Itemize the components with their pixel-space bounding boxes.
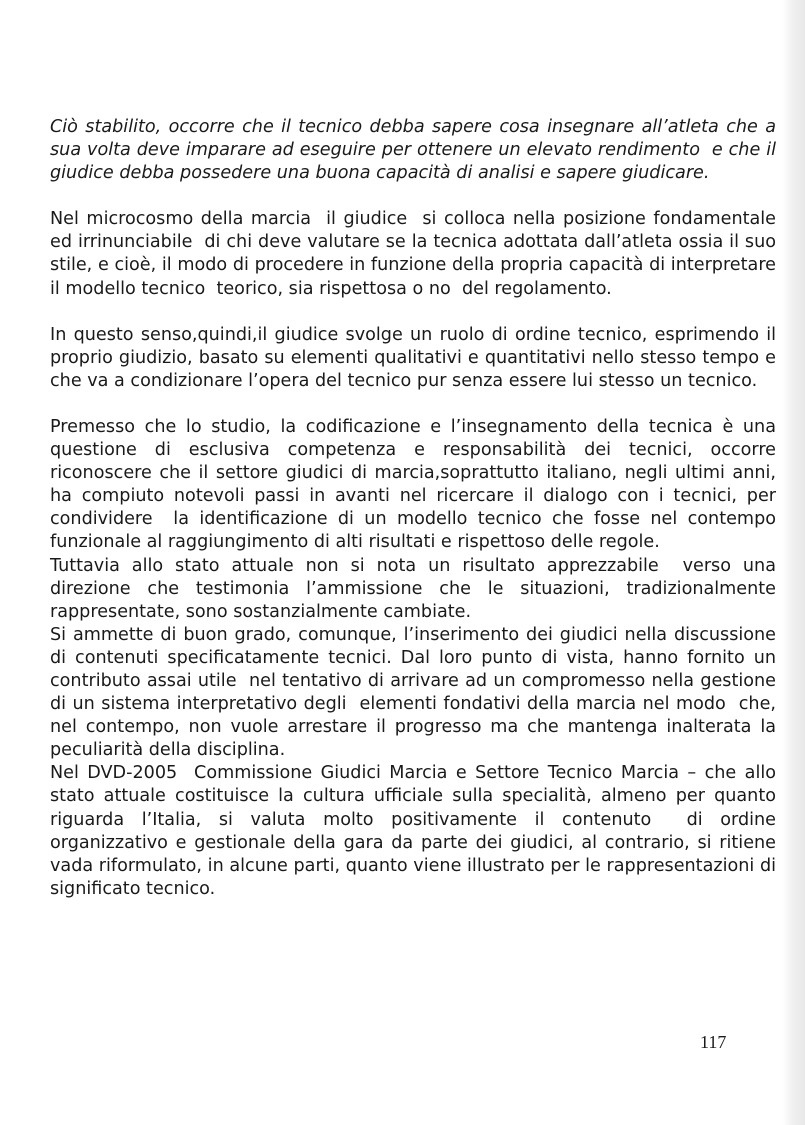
paragraph-4: Premesso che lo studio, la codificazione e l’insegnamento della tecnica è una questione di esclusiva competenza e responsabilità dei tecnici, occorre riconoscere che il settore giudici di marcia,soprattutto italiano, negli ultimi anni, ha compiuto notevoli passi in avanti nel ricercare il dialogo con i tecnici, per condividere la identificazione di un modello tecnico che fosse nel contempo funzionale al raggiungimento di alti risultati e rispettoso delle regole.: [50, 416, 782, 553]
paragraph-1: Ciò stabilito, occorre che il tecnico debba sapere cosa insegnare all’atleta che a sua volta deve imparare ad eseguire per ottenere un elevato rendimento e che il giudice debba possedere una buona capacità di analisi e sapere giudicare.: [50, 117, 782, 184]
page-number: 117: [700, 1032, 727, 1052]
paragraph-3: In questo senso,quindi,il giudice svolge un ruolo di ordine tecnico, esprimendo il proprio giudizio, basato su elementi qualitativi e quantitativi nello stesso tempo e che va a condizionare l’opera del tecnico pur senza essere lui stesso un tecnico.: [50, 324, 782, 391]
page-edge-shadow: [783, 0, 805, 1125]
paragraph-7: Nel DVD-2005 Commissione Giudici Marcia e Settore Tecnico Marcia – che allo stato attuale costituisce la cultura ufficiale sulla specialità, almeno per quanto riguarda l’Italia, si valuta molto positivamente il contenuto di ordine organizzativo e gestionale della gara da parte dei giudici, al contrario, si ritiene vada riformulato, in alcune parti, quanto viene illustrato per le rappresentazioni di significato tecnico.: [50, 763, 782, 899]
paragraph-2: Nel microcosmo della marcia il giudice si colloca nella posizione fondamentale ed irrinunciabile di chi deve valutare se la tecnica adottata dall’atleta ossia il suo stile, e cioè, il modo di procedere in funzione della propria capacità di interpretare il modello tecnico teorico, sia rispettosa o no del regolamento.: [50, 209, 782, 299]
paragraph-6: Si ammette di buon grado, comunque, l’inserimento dei giudici nella discussione di contenuti specificatamente tecnici. Dal loro punto di vista, hanno fornito un contributo assai utile nel tentativo di arrivare ad un compromesso nella gestione di un sistema interpretativo degli elementi fondativi della marcia nel modo che, nel contempo, non vuole arrestare il progresso ma che mantenga inalterata la peculiarità della disciplina.: [50, 624, 782, 761]
paragraph-5: Tuttavia allo stato attuale non si nota un risultato apprezzabile verso una direzione che testimonia l’ammissione che le situazioni, tradizionalmente rappresentate, sono sostanzialmente cambiate.: [50, 555, 782, 622]
document-body: [50, 116, 782, 901]
